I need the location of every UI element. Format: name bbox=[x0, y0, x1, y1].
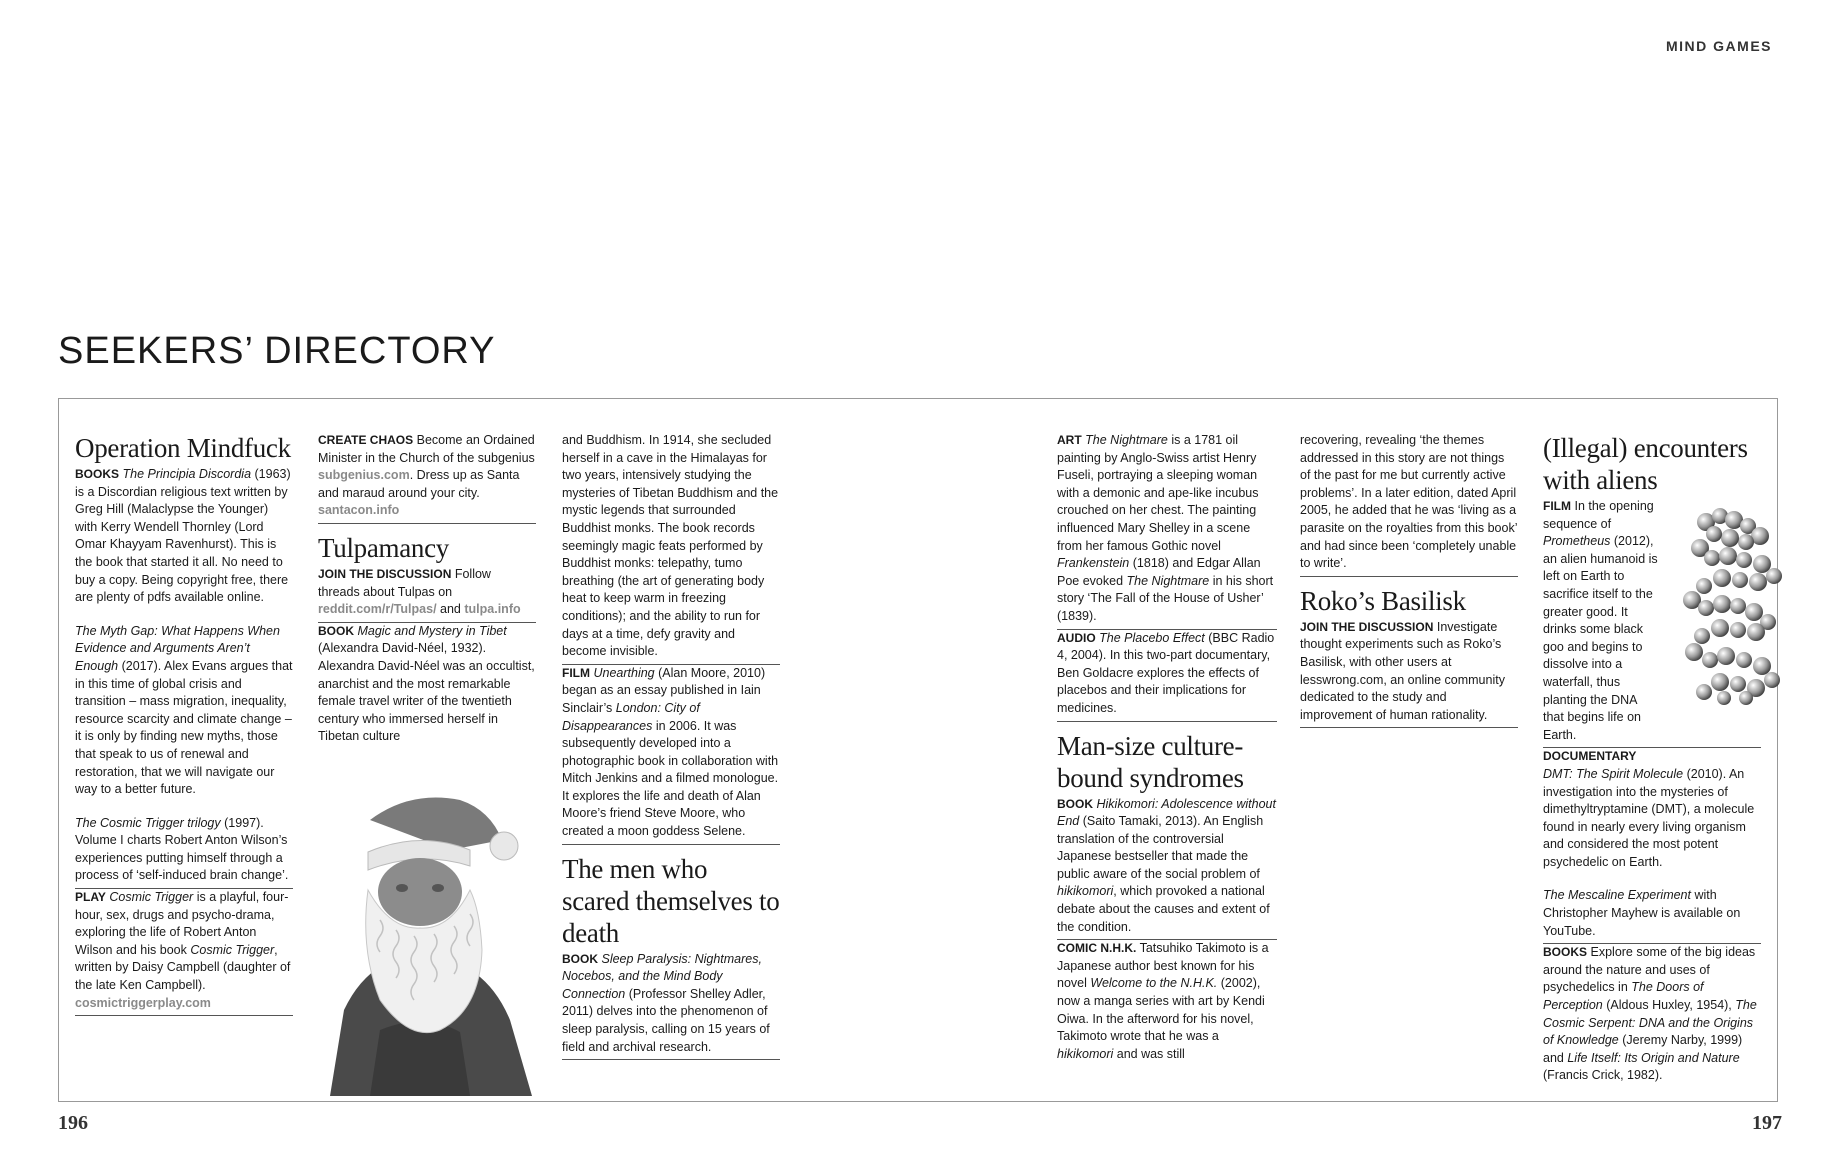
entry-book-hikikomori: BOOK Hikikomori: Adolescence without End (Saito Tamaki, 2013). An English translation of the controversial Japanese bestseller that made the public aware of the social problem of hikikomori, which provoked a national debate about the causes and extent of the condition. bbox=[1057, 796, 1277, 941]
entry-audio-placebo: AUDIO The Placebo Effect (BBC Radio 4, 2004). In this two-part documentary, Ben Goldacre explores the effects of placebos and their implications for medicines. bbox=[1057, 630, 1277, 722]
entry-myth-gap: The Myth Gap: What Happens When Evidence and Arguments Aren’t Enough (2017). Alex Evans argues that in this time of global crisis and transition – mass migration, inequality, resource scarcity and climate change – it is only by finding new myths, those that speak to us of renewal and restoration, that we will navigate our way to a better future. bbox=[75, 623, 293, 797]
entry-documentary-dmt: DOCUMENTARY DMT: The Spirit Molecule (2010). An investigation into the mysteries of dimethyltryptamine (DMT), a molecule found in nearly every living organism and considered the most potent psychedelic on Earth. bbox=[1543, 749, 1755, 869]
entry-join-discussion: JOIN THE DISCUSSION Follow threads about Tulpas on reddit.com/r/Tulpas/ and tulpa.info bbox=[318, 566, 536, 623]
section-heading: Operation Mindfuck bbox=[75, 433, 291, 463]
column-1 bbox=[75, 432, 293, 1016]
column-2 bbox=[318, 432, 536, 746]
entry-book-tibet: BOOK Magic and Mystery in Tibet (Alexandra David-Néel, 1932). Alexandra David-Néel was an occultist, anarchist and the most remarkable female travel writer of the twentieth century who immersed herself in Tibetan culture bbox=[318, 623, 535, 744]
running-head: MIND GAMES bbox=[1666, 38, 1772, 54]
section-heading: Tulpamancy bbox=[318, 532, 449, 563]
entry-book-sleep-paralysis: BOOK Sleep Paralysis: Nightmares, Nocebos, and the Mind Body Connection (Professor Shelley Adler, 2011) delves into the phenomenon of sleep paralysis, calling on 15 years of field and archival research. bbox=[562, 951, 780, 1061]
folio-right: 197 bbox=[1752, 1112, 1782, 1134]
entry-mescaline: The Mescaline Experiment with Christopher Mayhew is available on YouTube. bbox=[1543, 887, 1761, 944]
entry-create-chaos: CREATE CHAOS Become an Ordained Minister in the Church of the subgenius subgenius.com. Dress up as Santa and maraud around your city. santacon.info bbox=[318, 432, 536, 524]
entry-art-nightmare: ART The Nightmare is a 1781 oil painting by Anglo-Swiss artist Henry Fuseli, portraying a sleeping woman with a demonic and ape-like incubus crouched on her chest. The painting influenced Mary Shelley in a scene from her famous Gothic novel Frankenstein (1818) and Edgar Allan Poe evoked The Nightmare in his short story ‘The Fall of the House of Usher’ (1839). bbox=[1057, 432, 1277, 630]
column-3 bbox=[562, 432, 780, 1060]
entry-comic-nhk: COMIC N.H.K. Tatsuhiko Takimoto is a Japanese author best known for his novel Welcome to the N.H.K. (2002), now a manga series with art by Kendi Oiwa. In the afterword for his novel, Takimoto wrote that he was a hikikomori and was still bbox=[1057, 941, 1269, 1061]
entry-play: PLAY Cosmic Trigger is a playful, four-hour, sex, drugs and psycho-drama, exploring the life of Robert Anton Wilson and his book Cosmic Trigger, written by Daisy Campbell (daughter of the late Ken Campbell). cosmictriggerplay.com bbox=[75, 889, 293, 1016]
section-heading: (Illegal) encounters with aliens bbox=[1543, 433, 1748, 495]
entry-join-lesswrong: JOIN THE DISCUSSION Investigate thought experiments such as Roko’s Basilisk, with other users at lesswrong.com, an online community dedicated to the study and improvement of human rationality. bbox=[1300, 619, 1518, 729]
link-tulpa-info[interactable]: tulpa.info bbox=[464, 602, 521, 617]
entry-film-unearthing: FILM Unearthing (Alan Moore, 2010) began as an essay published in Iain Sinclair’s London: City of Disappearances in 2006. It was subsequently developed into a photographic book in collaboration with Mitch Jenkins and a filmed monologue. It explores the life and death of Alan Moore’s friend Steve Moore, who created a moon goddess Selene. bbox=[562, 665, 780, 845]
link-subgenius[interactable]: subgenius.com bbox=[318, 468, 410, 483]
link-cosmictriggerplay[interactable]: cosmictriggerplay.com bbox=[75, 995, 211, 1010]
entry-nhk-continued: recovering, revealing ‘the themes addressed in this story are not things of the past for me but currently active problems’. In a later edition, dated April 2005, he added that he was ‘living as a parasite on the royalties from this book’ and had since been ‘completely unable to write’. bbox=[1300, 432, 1518, 577]
section-heading: Roko’s Basilisk bbox=[1300, 585, 1466, 616]
column-4 bbox=[1057, 432, 1277, 1063]
santa-photo bbox=[310, 780, 538, 1096]
dna-molecule-illustration bbox=[1676, 504, 1784, 706]
folio-left: 196 bbox=[58, 1112, 88, 1134]
page-title: SEEKERS’ DIRECTORY bbox=[58, 330, 496, 372]
entry-books-psychedelics: BOOKS Explore some of the big ideas around the nature and uses of psychedelics in The Doors of Perception (Aldous Huxley, 1954), The Cosmic Serpent: DNA and the Origins of Knowledge (Jeremy Narby, 1999) and Life Itself: Its Origin and Nature (Francis Crick, 1982). bbox=[1543, 945, 1757, 1083]
link-reddit-tulpas[interactable]: reddit.com/r/Tulpas/ bbox=[318, 602, 437, 617]
section-heading: The men who scared themselves to death bbox=[562, 853, 780, 948]
link-santacon[interactable]: santacon.info bbox=[318, 503, 400, 518]
column-5 bbox=[1300, 432, 1518, 728]
entry-film-prometheus: FILM In the opening sequence of Prometheus (2012), an alien humanoid is left on Earth to sacrifice itself to the greater good. It drinks some black goo and begins to dissolve into a waterfall, thus planting the DNA that begins life on Earth. bbox=[1543, 498, 1761, 748]
entry-trilogy: The Cosmic Trigger trilogy (1997). Volume I charts Robert Anton Wilson’s experiences putting himself through a process of ‘self-induced brain change’. bbox=[75, 815, 293, 889]
entry-tibet-continued: and Buddhism. In 1914, she secluded herself in a cave in the Himalayas for two years, intensively studying the mysteries of Tibetan Buddhism and the mystic legends that surrounded Buddhist monks. The book records seemingly magic feats performed by Buddhist monks: telepathy, tumo breathing (the art of generating body heat to keep warm in freezing conditions); and the ability to run for days at a time, defy gravity and become invisible. bbox=[562, 432, 780, 665]
entry-books: BOOKS The Principia Discordia (1963) is a Discordian religious text written by Greg Hill (Malaclypse the Younger) with Kerry Wendell Thornley (Lord Omar Khayyam Ravenhurst). This is the book that started it all. No need to buy a copy. Being copyright free, there are plenty of pdfs available online. bbox=[75, 467, 291, 605]
section-heading: Man-size culture-bound syndromes bbox=[1057, 730, 1244, 793]
